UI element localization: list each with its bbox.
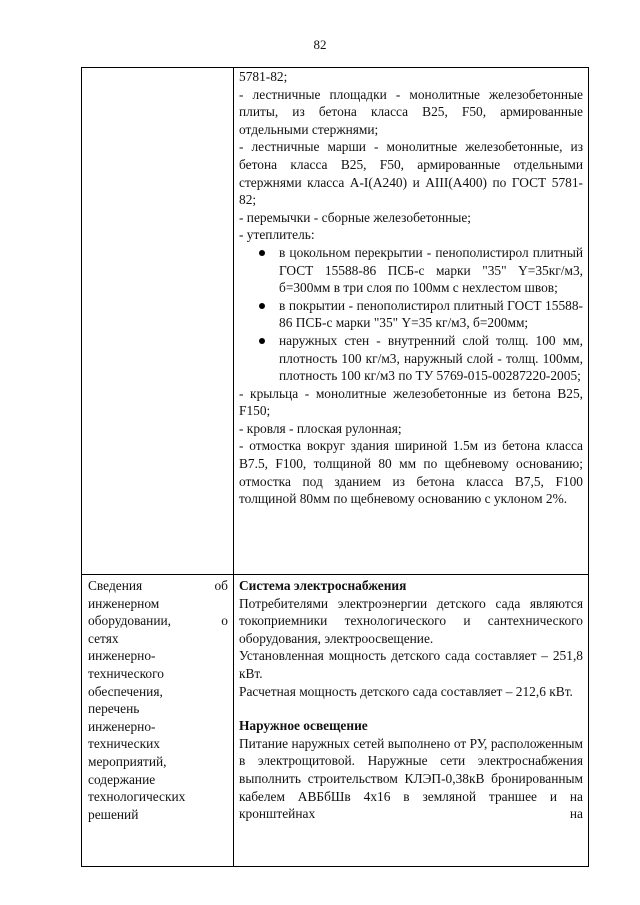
bullet-icon [259, 338, 265, 344]
page-number: 82 [313, 37, 327, 52]
text-line: решений [88, 806, 139, 822]
text-line: технических [88, 736, 160, 752]
spacer [239, 700, 583, 717]
bullet-icon [259, 303, 265, 309]
paragraph: Расчетная мощность детского сада составляет – 212,6 кВт. [239, 683, 573, 699]
text-line: технического [88, 665, 164, 681]
text-line: инженерно- [88, 718, 156, 734]
text-line: 5781-82; [239, 69, 288, 84]
text-line: перечень [88, 701, 140, 717]
column-divider [233, 68, 234, 866]
upper-right-cell [239, 68, 583, 508]
list-item [239, 297, 583, 332]
lower-right-cell [239, 577, 583, 823]
text-line: инженерно- [88, 648, 156, 664]
document-table [81, 67, 589, 867]
paragraph: Питание наружных сетей выполнено от РУ, расположенным в электрощитовой. Наружные сети электроснабжения выполнить строительством КЛЭП-0,38кВ бронированным кабелем АВБбШв 4х16 в земляной траншее и на кронштейнах на [239, 735, 583, 822]
text-line: Сведения об [88, 578, 228, 593]
row-divider [82, 574, 588, 575]
list-item-text: наружных стен - внутренний слой толщ. 100 мм, плотность 100 кг/м3, наружный слой - толщ. 100мм, плотность 100 кг/м3 по ТУ 5769-015-00287220-2005; [279, 332, 583, 384]
list-item-text: в покрытии - пенополистирол плитный ГОСТ 15588-86 ПСБ-с марки "35" Y=35 кг/м3, б=200мм; [279, 297, 583, 331]
paragraph: Потребителями электроэнергии детского сада являются токоприемники технологического и сантехнического оборудования, электроосвещение. [239, 595, 583, 646]
text-line: мероприятий, [88, 753, 167, 769]
text-line: инженерном [88, 595, 160, 611]
bullet-icon [259, 250, 265, 256]
text-line: оборудовании, о [88, 613, 228, 629]
list-item [239, 244, 583, 297]
text-line: содержание [88, 771, 156, 787]
paragraph: - лестничные марши - монолитные железобетонные, из бетона класса В25, F50, армированные отдельными стержнями класса A-I(А240) и АIII(А400) по ГОСТ 5781-82; [239, 139, 583, 208]
text-line: технологических [88, 789, 186, 805]
list-item [239, 332, 583, 385]
section-heading: Наружное освещение [239, 718, 368, 734]
paragraph: - лестничные площадки - монолитные железобетонные плиты, из бетона класса В25, F50, армированные отдельными стержнями; [239, 86, 583, 137]
text-line: обеспечения, [88, 683, 163, 699]
text-line: сетях [88, 630, 119, 646]
lower-left-cell [88, 577, 228, 823]
list-item-text: в цокольном перекрытии - пенополистирол плитный ГОСТ 15588-86 ПСБ-с марки "35" Y=35кг/м3, б=300мм в три слоя по 100мм с нехлестом швов; [279, 244, 583, 296]
paragraph: - перемычки - сборные железобетонные; [239, 209, 472, 225]
paragraph: - крыльца - монолитные железобетонные из бетона В25, F150; [239, 385, 583, 419]
section-heading: Система электроснабжения [239, 578, 407, 593]
paragraph: - кровля - плоская рулонная; [239, 420, 402, 436]
paragraph: - отмостка вокруг здания шириной 1.5м из бетона класса В7.5, F100, толщиной 80 мм по щебневому основанию; отмостка под зданием из бетона класса В7,5, F100 толщиной 80мм по щебневому основанию с уклоном 2%. [239, 438, 583, 507]
paragraph: Установленная мощность детского сада составляет – 251,8 кВт. [239, 648, 583, 681]
paragraph: - утеплитель: [239, 227, 315, 243]
